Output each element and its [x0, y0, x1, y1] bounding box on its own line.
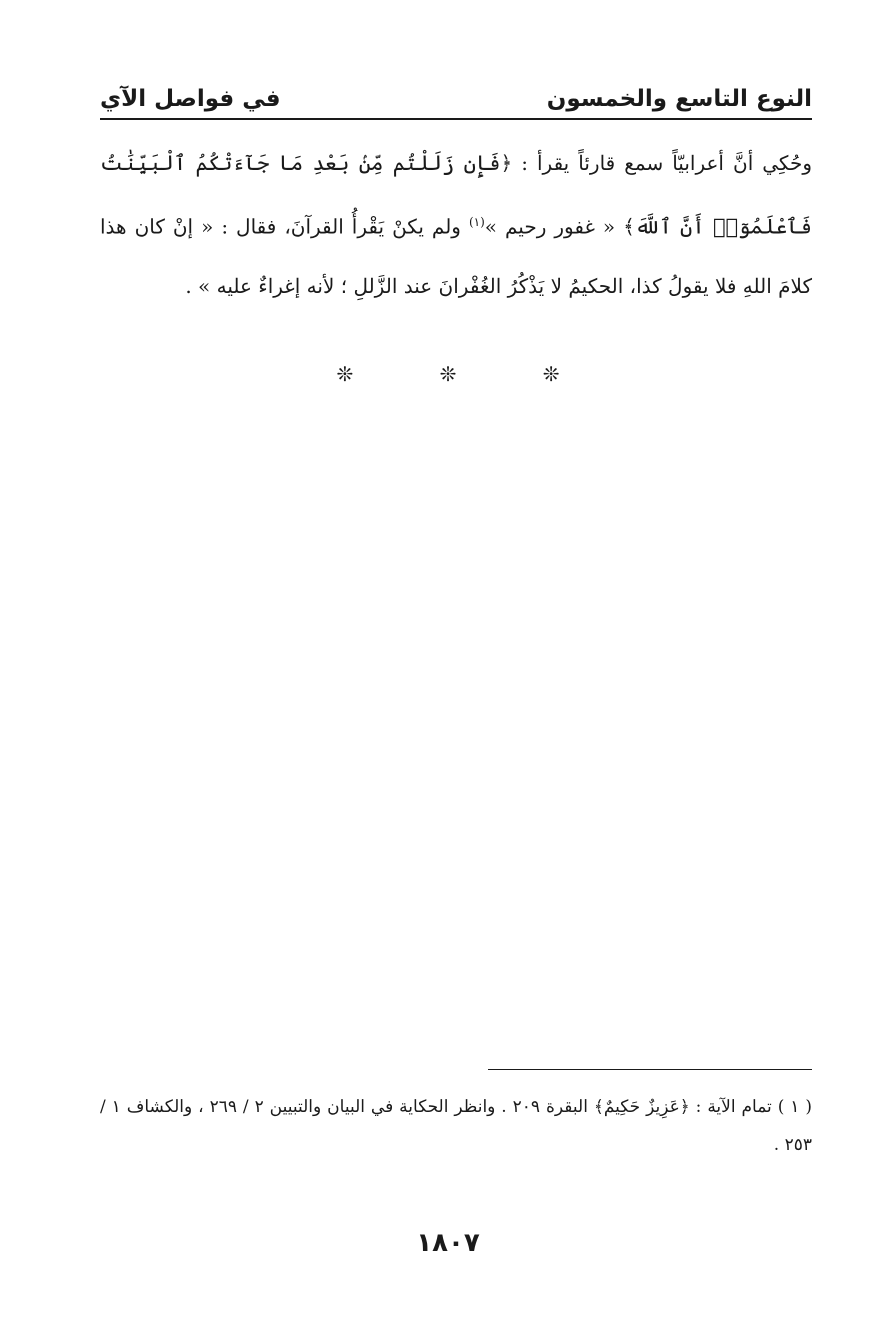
main-paragraph: [100, 134, 812, 316]
quran-open-bracket: ﴿: [500, 151, 513, 175]
footnote-verse: عَزِيزٌ حَكِيمٌ: [603, 1097, 680, 1117]
page-header: [100, 74, 812, 120]
section-title: في فواصل الآي: [100, 86, 281, 112]
page-number: ١٨٠٧: [416, 1228, 480, 1258]
footnote: [100, 1088, 812, 1164]
quran-close-bracket: ﴾: [623, 214, 635, 239]
misread-phrase: « غفور رحيم »: [484, 214, 624, 239]
footnote-marker: ( ١ ): [777, 1097, 813, 1117]
chapter-title: النوع التاسع والخمسون: [546, 86, 812, 112]
intro-text: وحُكِي أنَّ أعرابيّاً سمع قارئاً يقرأ :: [512, 151, 812, 175]
section-separator: ❊ ❊ ❊: [336, 362, 600, 386]
footnote-divider: [488, 1069, 812, 1070]
quran-verse: فَإِن زَلَلْتُم مِّنۢ بَعْدِ مَا جَآءَتْكُمُ ٱلْبَيِّنَٰتُ فَٱعْلَمُوٓا۟ أَنَّ ٱللَّهَ: [100, 151, 812, 239]
footnote-reference[interactable]: (١): [468, 215, 485, 229]
footnote-open-bracket: ﴿: [679, 1097, 690, 1117]
footnote-close-bracket: ﴾: [593, 1097, 604, 1117]
story-text: ولم يكنْ يَقْرأُ القرآنَ، فقال : « إنْ كان هذا كلامَ اللهِ فلا يقولُ كذا، الحكيمُ لا يَذْكُرُ الغُفْرانَ عند الزَّللِ ؛ لأنه إغراءٌ عليه » .: [100, 214, 812, 298]
footnote-intro: تمام الآية :: [689, 1097, 778, 1117]
footnote-source: البقرة ٢٠٩ . وانظر الحكاية في البيان والتبيين ٢ / ٢٦٩ ، والكشاف ١ / ٢٥٣ .: [100, 1097, 812, 1155]
